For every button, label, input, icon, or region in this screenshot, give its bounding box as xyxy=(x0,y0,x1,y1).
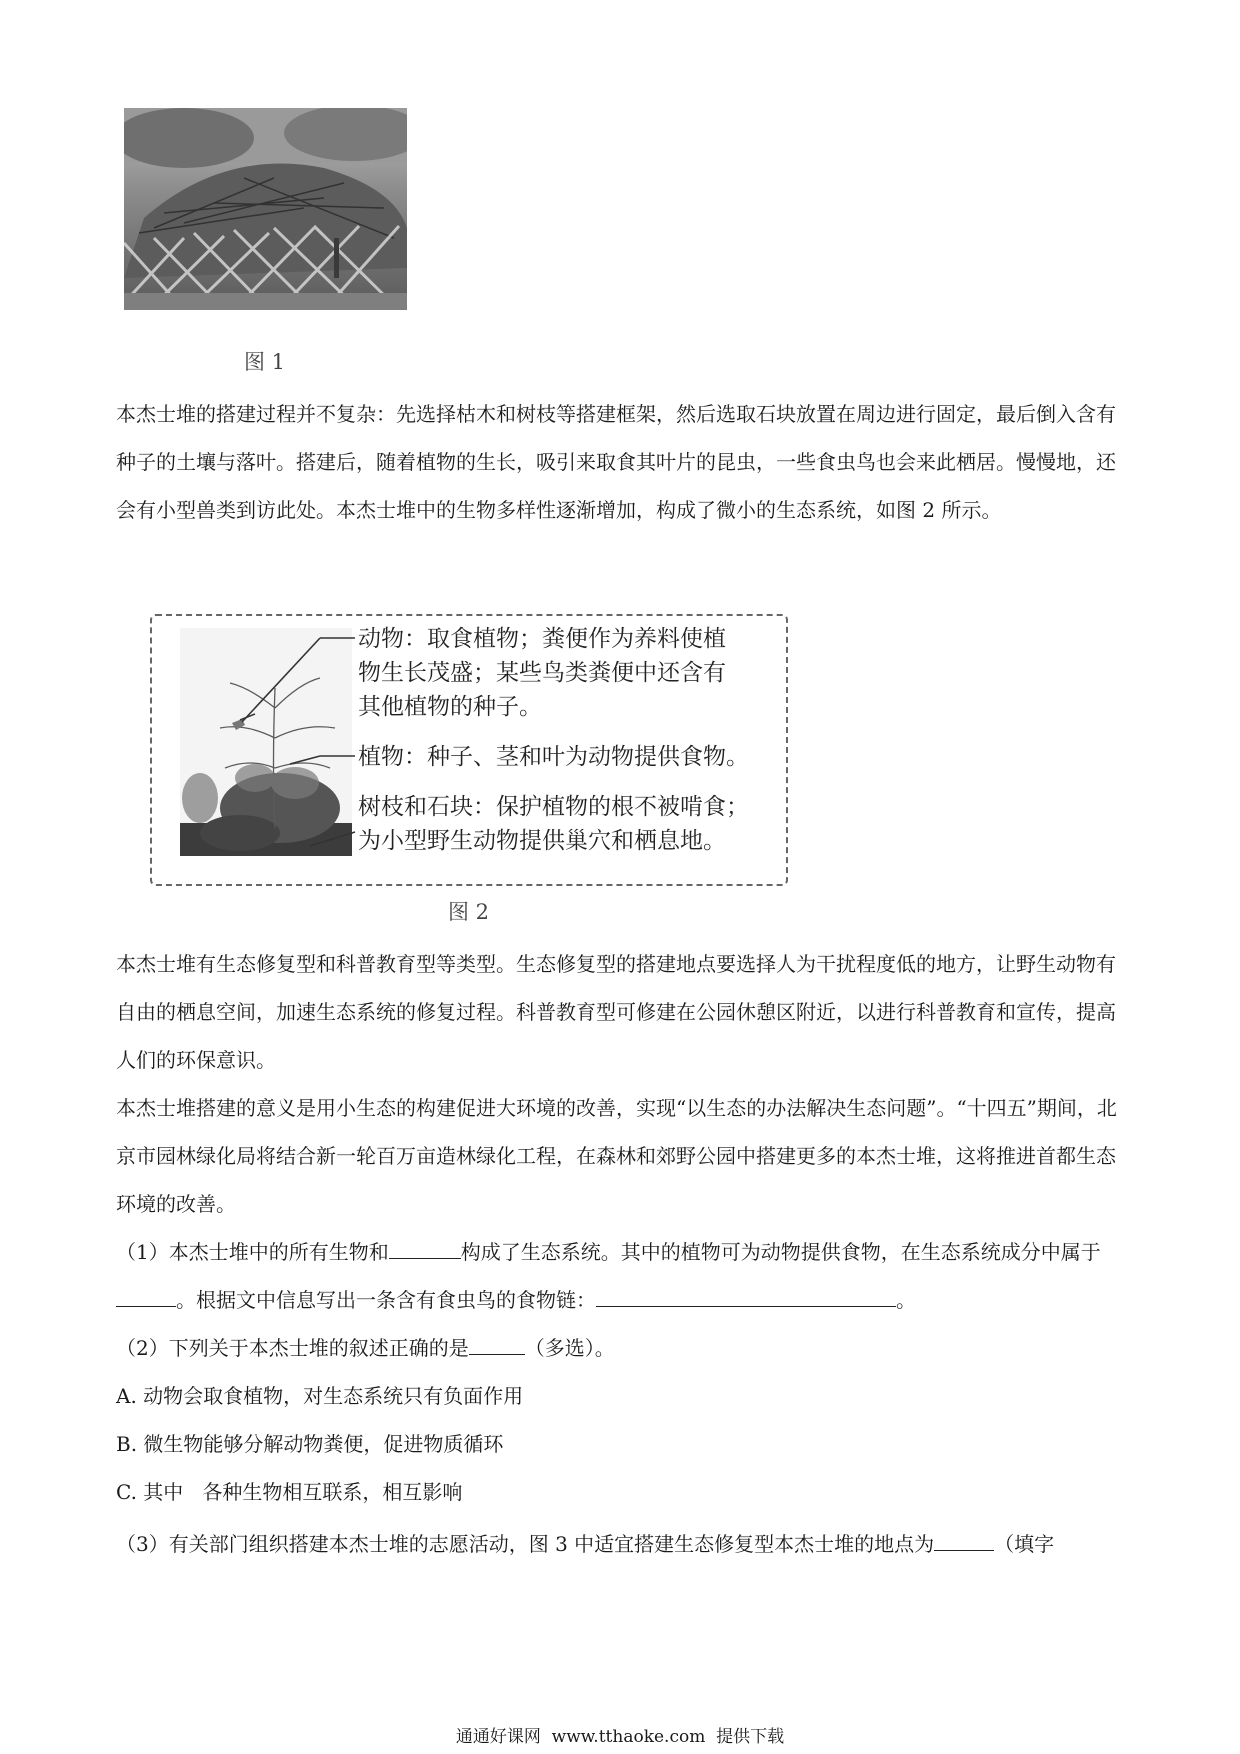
q3-text: （3）有关部门组织搭建本杰士堆的志愿活动，图 3 中适宜搭建生态修复型本杰士堆的地点为 xyxy=(116,1532,935,1556)
page-footer: 通通好课网 www.tthaoke.com 提供下载 xyxy=(455,1727,785,1747)
q1-part-b: 构成了生态系统。其中的植物可为动物提供食物，在生态系统成分中属于 xyxy=(460,1240,1101,1264)
question-2 xyxy=(116,1324,1126,1372)
label-branch-line-1: 树枝和石块：保护植物的根不被啃食； xyxy=(358,794,749,820)
paragraph-significance: 本杰士堆搭建的意义是用小生态的构建促进大环境的改善，实现“以生态的办法解决生态问题”。“十四五”期间，北京市园林绿化局将结合新一轮百万亩造林绿化工程，在森林和郊野公园中搭建更多的本杰士堆，这将推进首都生态环境的改善。 xyxy=(116,1096,1117,1216)
q2-blank[interactable] xyxy=(469,1334,525,1355)
label-animal-line-2: 物生长茂盛；某些鸟类粪便中还含有 xyxy=(358,660,726,686)
option-c: C. 其中 各种生物相互联系，相互影响 xyxy=(116,1480,463,1504)
label-animal-line-3: 其他植物的种子。 xyxy=(358,694,542,720)
q2-text: （2）下列关于本杰士堆的叙述正确的是 xyxy=(116,1336,469,1360)
q1-blank-3[interactable] xyxy=(596,1286,896,1307)
label-plant: 植物：种子、茎和叶为动物提供食物。 xyxy=(358,744,749,770)
q3-blank[interactable] xyxy=(934,1530,994,1551)
question-3 xyxy=(116,1520,1126,1568)
figure-1-photo xyxy=(124,108,407,310)
question-1 xyxy=(116,1228,1126,1324)
paragraph-construction: 本杰士堆的搭建过程并不复杂：先选择枯木和树枝等搭建框架，然后选取石块放置在周边进行固定，最后倒入含有种子的土壤与落叶。搭建后，随着植物的生长，吸引来取食其叶片的昆虫，一些食虫鸟也会来此栖居。慢慢地，还会有小型兽类到访此处。本杰士堆中的生物多样性逐渐增加，构成了微小的生态系统，如图 2 所示。 xyxy=(116,402,1116,522)
q1-part-a: （1）本杰士堆中的所有生物和 xyxy=(116,1240,389,1264)
q2-tail: （多选）。 xyxy=(524,1336,615,1360)
q1-part-c: 。根据文中信息写出一条含有食虫鸟的食物链： xyxy=(176,1288,596,1312)
figure-1-caption: 图 1 xyxy=(244,350,286,374)
label-animal-line-1: 动物：取食植物；粪便作为养料使植 xyxy=(358,626,726,652)
q1-blank-1[interactable] xyxy=(389,1238,461,1259)
label-branch-line-2: 为小型野生动物提供巢穴和栖息地。 xyxy=(358,828,726,854)
figure-2-labels xyxy=(358,622,788,858)
option-a: A. 动物会取食植物，对生态系统只有负面作用 xyxy=(116,1384,524,1408)
q1-blank-2[interactable] xyxy=(116,1286,176,1307)
q3-tail: （填字 xyxy=(994,1532,1055,1556)
option-b: B. 微生物能够分解动物粪便，促进物质循环 xyxy=(116,1432,504,1456)
paragraph-types: 本杰士堆有生态修复型和科普教育型等类型。生态修复型的搭建地点要选择人为干扰程度低的地方，让野生动物有自由的栖息空间，加速生态系统的修复过程。科普教育型可修建在公园休憩区附近，以进行科普教育和宣传，提高人们的环保意识。 xyxy=(116,952,1116,1072)
figure-2-caption: 图 2 xyxy=(448,900,490,924)
q1-part-d: 。 xyxy=(896,1288,916,1312)
